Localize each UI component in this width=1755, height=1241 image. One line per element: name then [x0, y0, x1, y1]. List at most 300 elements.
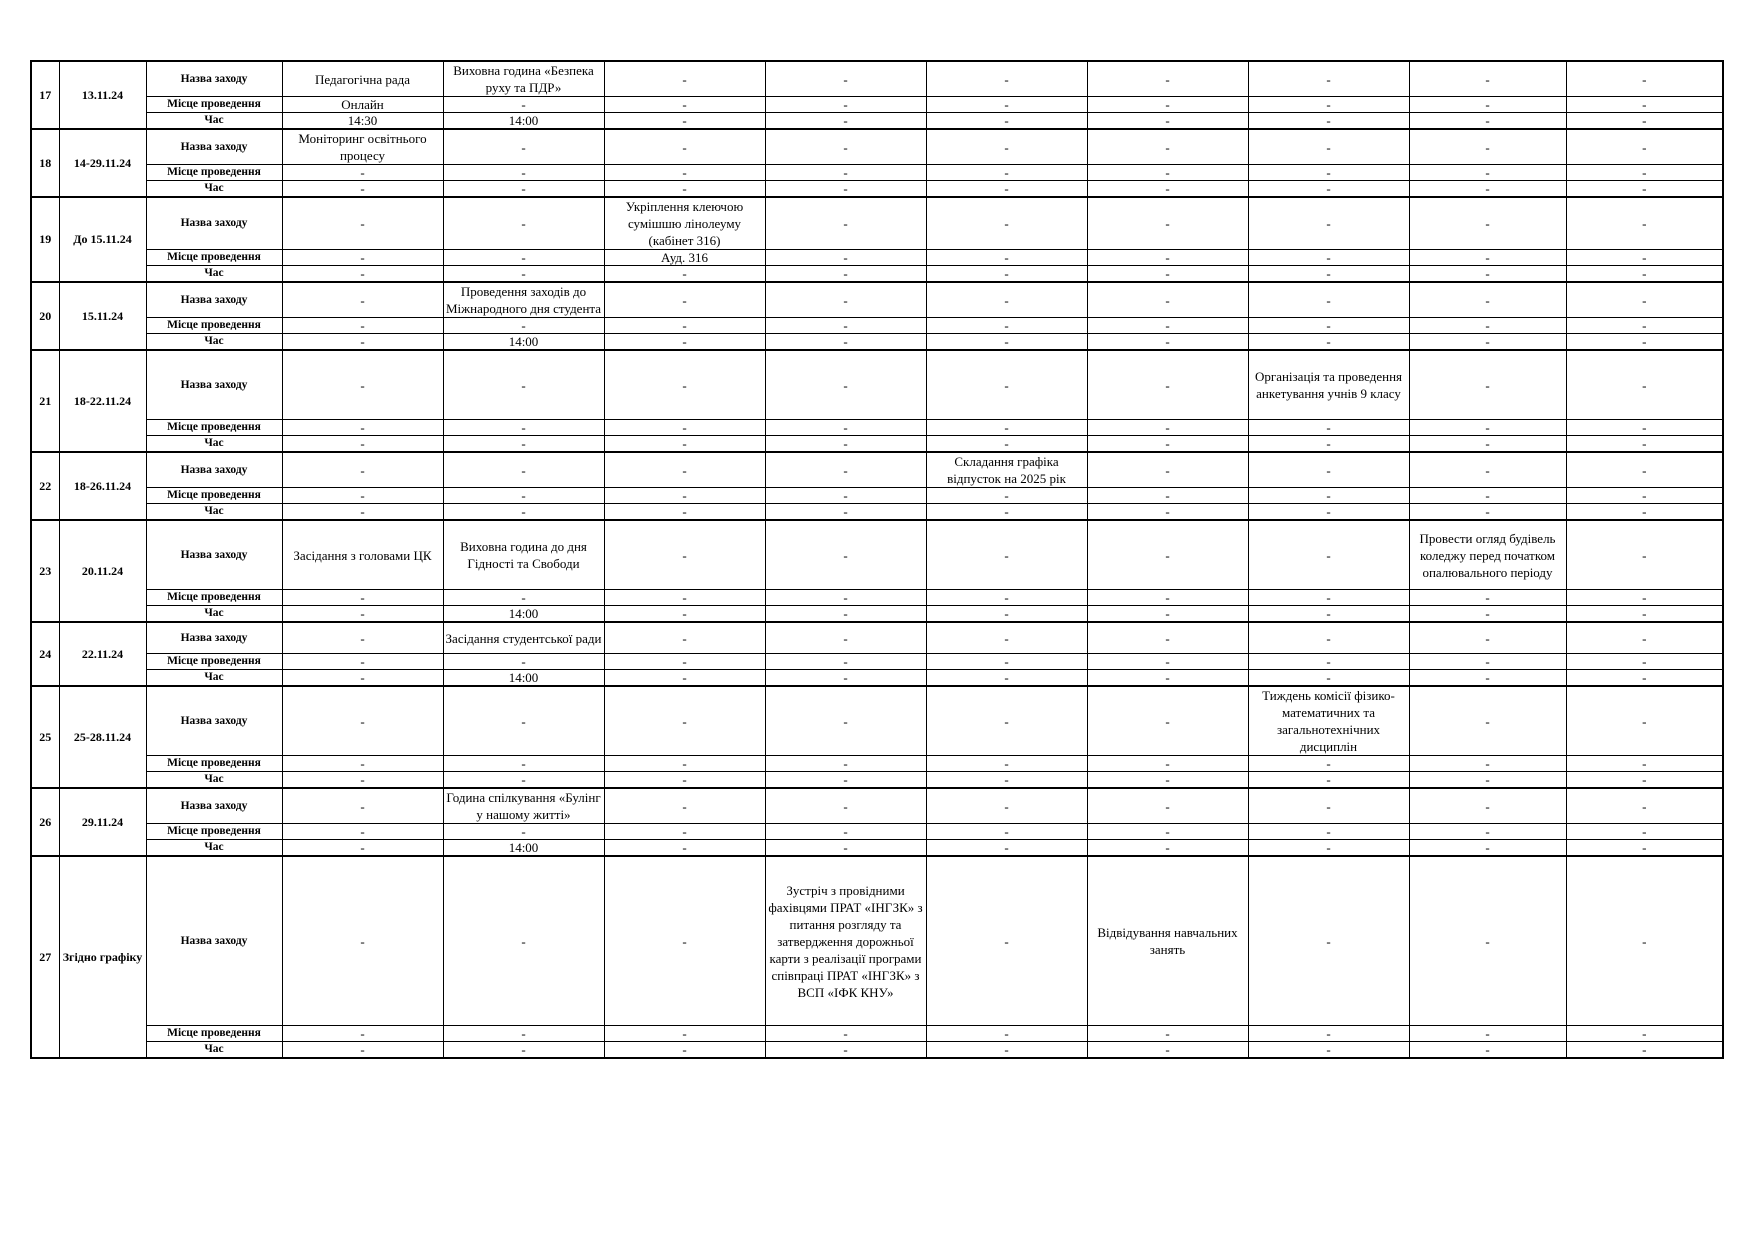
table-cell: Ауд. 316: [604, 250, 765, 266]
table-cell: -: [1087, 113, 1248, 130]
table-cell: -: [282, 334, 443, 351]
table-cell: -: [1087, 334, 1248, 351]
table-cell: -: [1248, 282, 1409, 318]
table-cell: -: [604, 488, 765, 504]
table-cell: -: [1409, 350, 1566, 420]
row-number: 27: [31, 856, 59, 1058]
table-cell: Моніторинг освітнього процесу: [282, 129, 443, 165]
table-cell: -: [1248, 1026, 1409, 1042]
table-cell: -: [1566, 670, 1723, 687]
table-cell: -: [443, 856, 604, 1026]
table-cell: -: [282, 670, 443, 687]
row-date: 20.11.24: [59, 520, 146, 622]
table-cell: -: [1409, 61, 1566, 97]
row-label-time: Час: [146, 181, 282, 198]
table-cell: -: [1566, 772, 1723, 789]
table-cell: -: [1087, 350, 1248, 420]
table-cell: -: [1248, 318, 1409, 334]
table-cell: -: [765, 113, 926, 130]
table-row-place: [31, 590, 1723, 606]
table-cell: -: [604, 840, 765, 857]
table-cell: -: [604, 590, 765, 606]
table-cell: 14:00: [443, 840, 604, 857]
table-cell: -: [1409, 840, 1566, 857]
table-cell: -: [1087, 61, 1248, 97]
table-cell: -: [604, 436, 765, 453]
table-cell: -: [1409, 772, 1566, 789]
table-cell: -: [604, 520, 765, 590]
table-cell: -: [765, 420, 926, 436]
table-cell: -: [765, 1042, 926, 1059]
table-cell: -: [282, 165, 443, 181]
table-cell: -: [1409, 420, 1566, 436]
table-row-name: [31, 61, 1723, 97]
table-cell: -: [765, 622, 926, 654]
table-cell: -: [926, 282, 1087, 318]
row-label-place: Місце проведення: [146, 250, 282, 266]
table-cell: Укріплення клеючою сумішшю лінолеуму (кабінет 316): [604, 197, 765, 250]
table-cell: -: [1566, 654, 1723, 670]
table-cell: -: [604, 686, 765, 756]
row-date: 15.11.24: [59, 282, 146, 350]
table-cell: -: [1409, 670, 1566, 687]
table-cell: -: [1409, 756, 1566, 772]
table-cell: -: [765, 282, 926, 318]
table-cell: -: [765, 654, 926, 670]
table-cell: -: [1248, 788, 1409, 824]
table-cell: -: [282, 318, 443, 334]
table-cell: -: [765, 520, 926, 590]
table-cell: -: [1248, 1042, 1409, 1059]
table-cell: -: [1087, 197, 1248, 250]
table-cell: -: [926, 824, 1087, 840]
table-cell: Тиждень комісії фізико-математичних та загальнотехнічних дисциплін: [1248, 686, 1409, 756]
table-cell: -: [1248, 436, 1409, 453]
table-cell: -: [1409, 436, 1566, 453]
table-cell: Проведення заходів до Міжнародного дня студента: [443, 282, 604, 318]
table-cell: -: [604, 334, 765, 351]
row-label-time: Час: [146, 840, 282, 857]
table-cell: -: [443, 420, 604, 436]
table-row-time: [31, 840, 1723, 857]
table-cell: -: [1566, 266, 1723, 283]
table-cell: -: [1248, 165, 1409, 181]
table-cell: -: [1409, 788, 1566, 824]
table-cell: -: [926, 520, 1087, 590]
table-cell: -: [926, 113, 1087, 130]
table-cell: -: [765, 250, 926, 266]
row-label-name: Назва заходу: [146, 282, 282, 318]
table-cell: -: [1087, 452, 1248, 488]
table-cell: -: [1409, 113, 1566, 130]
row-label-time: Час: [146, 772, 282, 789]
table-cell: -: [1566, 436, 1723, 453]
table-row-name: [31, 452, 1723, 488]
table-row-time: [31, 504, 1723, 521]
table-cell: -: [926, 129, 1087, 165]
table-cell: 14:00: [443, 606, 604, 623]
table-cell: -: [1248, 856, 1409, 1026]
row-label-place: Місце проведення: [146, 654, 282, 670]
table-cell: -: [1248, 420, 1409, 436]
table-cell: Організація та проведення анкетування учнів 9 класу: [1248, 350, 1409, 420]
row-date: 22.11.24: [59, 622, 146, 686]
table-cell: -: [1087, 670, 1248, 687]
table-cell: -: [443, 824, 604, 840]
table-cell: -: [765, 97, 926, 113]
row-date: 18-22.11.24: [59, 350, 146, 452]
table-cell: -: [765, 61, 926, 97]
table-cell: -: [604, 606, 765, 623]
table-cell: -: [1566, 856, 1723, 1026]
row-date: 18-26.11.24: [59, 452, 146, 520]
table-cell: -: [1087, 824, 1248, 840]
table-cell: -: [443, 756, 604, 772]
table-cell: -: [1566, 350, 1723, 420]
table-cell: -: [926, 622, 1087, 654]
events-schedule-table: [30, 60, 1724, 1059]
table-cell: -: [926, 756, 1087, 772]
row-label-place: Місце проведення: [146, 488, 282, 504]
table-cell: -: [443, 266, 604, 283]
table-row-time: [31, 606, 1723, 623]
table-cell: -: [1248, 590, 1409, 606]
table-cell: -: [443, 436, 604, 453]
table-cell: Відвідування навчальних занять: [1087, 856, 1248, 1026]
table-cell: -: [1566, 686, 1723, 756]
table-cell: -: [926, 488, 1087, 504]
table-cell: -: [604, 756, 765, 772]
table-cell: -: [443, 452, 604, 488]
table-row-name: [31, 856, 1723, 1026]
table-cell: -: [1566, 61, 1723, 97]
table-cell: -: [443, 654, 604, 670]
row-label-place: Місце проведення: [146, 97, 282, 113]
table-cell: -: [1087, 840, 1248, 857]
table-cell: -: [1566, 606, 1723, 623]
table-cell: -: [1409, 824, 1566, 840]
table-cell: -: [1409, 856, 1566, 1026]
table-row-time: [31, 772, 1723, 789]
table-cell: -: [1248, 756, 1409, 772]
table-cell: -: [1248, 504, 1409, 521]
table-cell: -: [765, 488, 926, 504]
table-cell: 14:00: [443, 670, 604, 687]
table-cell: -: [926, 1026, 1087, 1042]
table-cell: -: [1409, 1026, 1566, 1042]
table-cell: Година спілкування «Булінг у нашому житті»: [443, 788, 604, 824]
row-label-time: Час: [146, 436, 282, 453]
table-row-time: [31, 113, 1723, 130]
table-cell: -: [1087, 282, 1248, 318]
table-cell: Педагогічна рада: [282, 61, 443, 97]
table-cell: Складання графіка відпусток на 2025 рік: [926, 452, 1087, 488]
row-label-place: Місце проведення: [146, 824, 282, 840]
table-cell: -: [604, 452, 765, 488]
table-cell: -: [926, 350, 1087, 420]
table-cell: -: [1409, 654, 1566, 670]
table-cell: -: [282, 772, 443, 789]
table-cell: -: [926, 856, 1087, 1026]
table-row-place: [31, 654, 1723, 670]
table-cell: -: [282, 756, 443, 772]
table-cell: -: [1248, 181, 1409, 198]
table-cell: -: [765, 590, 926, 606]
table-cell: -: [1566, 622, 1723, 654]
row-label-name: Назва заходу: [146, 622, 282, 654]
table-cell: -: [1248, 250, 1409, 266]
table-cell: -: [1409, 129, 1566, 165]
table-cell: -: [1248, 97, 1409, 113]
table-cell: -: [282, 590, 443, 606]
table-row-place: [31, 97, 1723, 113]
table-cell: -: [926, 606, 1087, 623]
table-cell: -: [926, 318, 1087, 334]
table-cell: -: [926, 97, 1087, 113]
table-cell: -: [1087, 772, 1248, 789]
table-cell: -: [926, 61, 1087, 97]
table-cell: -: [443, 488, 604, 504]
table-row-name: [31, 686, 1723, 756]
table-cell: -: [1409, 622, 1566, 654]
table-cell: -: [282, 622, 443, 654]
table-row-place: [31, 165, 1723, 181]
table-cell: -: [1409, 318, 1566, 334]
table-cell: -: [443, 129, 604, 165]
table-row-time: [31, 334, 1723, 351]
table-cell: -: [765, 350, 926, 420]
table-cell: -: [926, 181, 1087, 198]
table-cell: -: [1566, 824, 1723, 840]
row-label-name: Назва заходу: [146, 686, 282, 756]
table-row-place: [31, 824, 1723, 840]
row-number: 22: [31, 452, 59, 520]
table-cell: -: [765, 197, 926, 250]
table-cell: Засідання з головами ЦК: [282, 520, 443, 590]
row-label-name: Назва заходу: [146, 856, 282, 1026]
table-cell: -: [1566, 334, 1723, 351]
table-cell: -: [1248, 606, 1409, 623]
table-cell: Провести огляд будівель коледжу перед початком опалювального періоду: [1409, 520, 1566, 590]
table-body: [31, 61, 1723, 1058]
table-cell: -: [1248, 452, 1409, 488]
table-cell: -: [282, 1042, 443, 1059]
row-label-time: Час: [146, 113, 282, 130]
table-cell: -: [604, 113, 765, 130]
table-cell: 14:00: [443, 334, 604, 351]
table-cell: -: [926, 436, 1087, 453]
row-date: 29.11.24: [59, 788, 146, 856]
table-cell: -: [282, 250, 443, 266]
table-cell: -: [443, 197, 604, 250]
table-cell: -: [1248, 622, 1409, 654]
row-label-place: Місце проведення: [146, 165, 282, 181]
table-cell: -: [1409, 606, 1566, 623]
table-cell: -: [1248, 334, 1409, 351]
table-cell: -: [604, 318, 765, 334]
table-cell: -: [1087, 97, 1248, 113]
table-cell: -: [1087, 250, 1248, 266]
row-number: 25: [31, 686, 59, 788]
table-cell: -: [443, 181, 604, 198]
table-cell: -: [604, 856, 765, 1026]
row-label-time: Час: [146, 504, 282, 521]
row-number: 26: [31, 788, 59, 856]
table-row-place: [31, 318, 1723, 334]
table-cell: -: [926, 590, 1087, 606]
table-cell: -: [604, 654, 765, 670]
row-label-time: Час: [146, 266, 282, 283]
table-cell: -: [604, 772, 765, 789]
table-cell: -: [282, 181, 443, 198]
table-cell: -: [1566, 590, 1723, 606]
table-cell: -: [1248, 488, 1409, 504]
table-cell: -: [765, 504, 926, 521]
table-cell: -: [604, 420, 765, 436]
table-cell: -: [282, 436, 443, 453]
table-cell: -: [765, 840, 926, 857]
table-cell: -: [1248, 670, 1409, 687]
row-label-name: Назва заходу: [146, 520, 282, 590]
table-cell: -: [765, 772, 926, 789]
table-cell: 14:30: [282, 113, 443, 130]
table-cell: -: [1566, 840, 1723, 857]
table-cell: -: [926, 197, 1087, 250]
table-row-name: [31, 282, 1723, 318]
table-cell: -: [1087, 1026, 1248, 1042]
table-cell: -: [765, 165, 926, 181]
table-cell: -: [926, 1042, 1087, 1059]
table-cell: -: [604, 622, 765, 654]
table-cell: -: [1409, 97, 1566, 113]
table-cell: -: [1409, 250, 1566, 266]
table-cell: -: [282, 788, 443, 824]
table-cell: -: [443, 1026, 604, 1042]
table-cell: -: [1566, 1042, 1723, 1059]
table-cell: -: [926, 788, 1087, 824]
table-cell: -: [1566, 504, 1723, 521]
table-cell: -: [1566, 165, 1723, 181]
table-cell: Засідання студентської ради: [443, 622, 604, 654]
table-cell: -: [1409, 334, 1566, 351]
table-row-time: [31, 436, 1723, 453]
table-cell: -: [765, 686, 926, 756]
row-number: 18: [31, 129, 59, 197]
table-cell: Виховна година до дня Гідності та Свободи: [443, 520, 604, 590]
table-cell: -: [1087, 654, 1248, 670]
row-label-name: Назва заходу: [146, 129, 282, 165]
table-cell: -: [443, 97, 604, 113]
table-cell: -: [1566, 197, 1723, 250]
table-cell: -: [765, 452, 926, 488]
row-number: 19: [31, 197, 59, 282]
table-cell: -: [1409, 165, 1566, 181]
table-cell: -: [604, 788, 765, 824]
table-cell: -: [282, 197, 443, 250]
table-cell: -: [1248, 520, 1409, 590]
row-label-name: Назва заходу: [146, 788, 282, 824]
table-cell: -: [1566, 520, 1723, 590]
table-cell: -: [282, 488, 443, 504]
table-row-place: [31, 756, 1723, 772]
row-label-place: Місце проведення: [146, 420, 282, 436]
table-cell: -: [604, 350, 765, 420]
table-cell: -: [926, 686, 1087, 756]
table-cell: -: [765, 670, 926, 687]
table-cell: -: [1087, 504, 1248, 521]
table-cell: Зустріч з провідними фахівцями ПРАТ «ІНГЗК» з питання розгляду та затвердження дорожньої карти з реалізації програми співпраці ПРАТ «ІНГЗК» з ВСП «ІФК КНУ»: [765, 856, 926, 1026]
table-row-place: [31, 250, 1723, 266]
table-cell: -: [926, 266, 1087, 283]
row-date: 25-28.11.24: [59, 686, 146, 788]
table-cell: -: [282, 452, 443, 488]
table-cell: -: [1087, 488, 1248, 504]
table-cell: -: [604, 181, 765, 198]
table-cell: -: [1566, 181, 1723, 198]
row-label-name: Назва заходу: [146, 197, 282, 250]
table-cell: -: [1566, 452, 1723, 488]
table-cell: -: [1087, 622, 1248, 654]
table-cell: -: [765, 129, 926, 165]
table-cell: -: [765, 266, 926, 283]
table-cell: -: [604, 266, 765, 283]
table-cell: -: [282, 420, 443, 436]
table-cell: -: [1409, 590, 1566, 606]
table-cell: -: [1087, 181, 1248, 198]
table-cell: -: [1566, 282, 1723, 318]
row-label-name: Назва заходу: [146, 350, 282, 420]
row-date: Згідно графіку: [59, 856, 146, 1058]
table-cell: -: [1087, 590, 1248, 606]
table-cell: -: [1409, 282, 1566, 318]
table-row-place: [31, 1026, 1723, 1042]
table-cell: -: [765, 181, 926, 198]
table-row-name: [31, 788, 1723, 824]
table-row-time: [31, 266, 1723, 283]
table-cell: -: [604, 165, 765, 181]
table-cell: -: [443, 504, 604, 521]
table-row-name: [31, 197, 1723, 250]
table-cell: -: [1248, 129, 1409, 165]
row-date: 13.11.24: [59, 61, 146, 129]
table-cell: -: [443, 318, 604, 334]
table-cell: -: [282, 606, 443, 623]
table-cell: -: [604, 670, 765, 687]
row-label-place: Місце проведення: [146, 1026, 282, 1042]
table-cell: -: [1566, 129, 1723, 165]
table-cell: -: [765, 318, 926, 334]
row-label-place: Місце проведення: [146, 590, 282, 606]
row-label-time: Час: [146, 1042, 282, 1059]
row-label-place: Місце проведення: [146, 756, 282, 772]
table-cell: -: [1087, 686, 1248, 756]
table-cell: -: [1248, 197, 1409, 250]
table-cell: -: [926, 654, 1087, 670]
table-row-place: [31, 420, 1723, 436]
row-number: 21: [31, 350, 59, 452]
table-cell: -: [604, 1042, 765, 1059]
row-label-name: Назва заходу: [146, 61, 282, 97]
table-cell: -: [765, 824, 926, 840]
table-cell: -: [926, 772, 1087, 789]
table-cell: -: [443, 590, 604, 606]
table-cell: -: [604, 129, 765, 165]
table-cell: -: [1409, 266, 1566, 283]
table-cell: -: [443, 350, 604, 420]
table-cell: -: [1087, 788, 1248, 824]
row-date: 14-29.11.24: [59, 129, 146, 197]
table-cell: -: [282, 1026, 443, 1042]
